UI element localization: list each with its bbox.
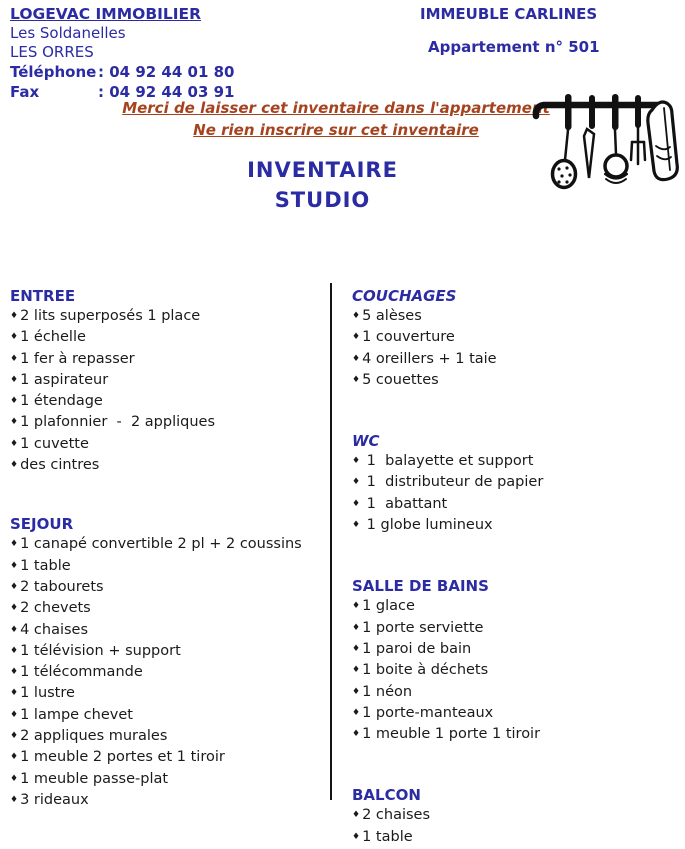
bullet-icon: ♦ xyxy=(352,810,361,821)
list-item xyxy=(10,727,322,748)
list-item xyxy=(352,371,678,392)
list-item-text: 2 tabourets xyxy=(20,578,104,595)
list-item xyxy=(352,495,678,516)
section-title-entree: ENTREE xyxy=(10,287,76,305)
bullet-icon: ♦ xyxy=(10,560,19,571)
bullet-icon: ♦ xyxy=(352,374,361,385)
bullet-icon: ♦ xyxy=(10,667,19,678)
list-item xyxy=(10,621,322,642)
list-item xyxy=(10,578,322,599)
list-item-text: 5 couettes xyxy=(362,371,439,388)
section-wc xyxy=(352,432,678,537)
list-item xyxy=(352,328,678,349)
list-item xyxy=(10,706,322,727)
bullet-icon: ♦ xyxy=(352,332,361,343)
notice-line2: Ne rien inscrire sur cet inventaire xyxy=(193,121,479,139)
list-item-text: 1 échelle xyxy=(20,329,86,346)
bullet-icon: ♦ xyxy=(352,707,361,718)
bullet-icon: ♦ xyxy=(10,396,19,407)
section-items-salle-de-bains xyxy=(352,597,678,746)
bullet-icon: ♦ xyxy=(352,622,361,633)
list-item-text: 1 étendage xyxy=(20,393,103,410)
list-item-text: 1 boite à déchets xyxy=(362,662,489,679)
bullet-icon: ♦ xyxy=(352,311,361,321)
document-title xyxy=(0,155,645,215)
column-divider xyxy=(330,283,332,800)
list-item xyxy=(352,725,678,746)
bullet-icon: ♦ xyxy=(352,831,361,842)
bullet-icon: ♦ xyxy=(10,731,19,742)
agency-address-line1: Les Soldanelles xyxy=(10,24,126,42)
list-item-text: 1 meuble passe-plat xyxy=(20,770,169,787)
list-item xyxy=(10,684,322,705)
list-item-text: des cintres xyxy=(20,457,100,474)
list-item-text: 1 meuble 2 portes et 1 tiroir xyxy=(20,749,225,766)
list-item-text: 1 cuvette xyxy=(20,435,89,452)
section-salle-de-bains xyxy=(352,577,678,746)
section-title-sejour: SEJOUR xyxy=(10,515,74,534)
list-item xyxy=(10,435,322,456)
bullet-icon: ♦ xyxy=(10,374,19,385)
list-item-text: 1 plafonnier - 2 appliques xyxy=(20,414,216,431)
section-couchages xyxy=(352,287,678,392)
bullet-icon: ♦ xyxy=(10,645,19,656)
list-item xyxy=(352,619,678,640)
bullet-icon: ♦ xyxy=(10,773,19,784)
bullet-icon: ♦ xyxy=(10,311,19,321)
section-items-couchages xyxy=(352,307,678,392)
section-items-sejour xyxy=(10,535,322,812)
list-item xyxy=(10,371,322,392)
bullet-icon: ♦ xyxy=(10,752,19,763)
fax-number: : 04 92 44 03 91 xyxy=(98,83,235,101)
list-item-text: 1 balayette et support xyxy=(362,453,534,470)
list-item xyxy=(10,413,322,434)
bullet-icon: ♦ xyxy=(352,477,361,488)
phone-line xyxy=(10,62,234,82)
inventory-column-left xyxy=(10,287,322,812)
list-item-text: 1 néon xyxy=(362,683,413,700)
list-item xyxy=(352,473,678,494)
list-item-text: 2 lits superposés 1 place xyxy=(20,308,201,324)
list-item xyxy=(10,307,322,328)
bullet-icon: ♦ xyxy=(10,417,19,428)
section-items-balcon xyxy=(352,806,678,849)
section-items-wc xyxy=(352,452,678,537)
list-item-text: 1 globe lumineux xyxy=(362,517,493,534)
section-sejour xyxy=(10,515,322,812)
list-item xyxy=(10,392,322,413)
list-item xyxy=(352,683,678,704)
list-item-text: 1 porte serviette xyxy=(362,619,484,636)
title-line2: STUDIO xyxy=(274,188,371,212)
agency-name: LOGEVAC IMMOBILIER xyxy=(10,5,202,23)
inventory-column-right xyxy=(352,287,678,849)
bullet-icon: ♦ xyxy=(352,665,361,676)
section-title-balcon: BALCON xyxy=(352,786,421,805)
section-title-salle-de-bains: SALLE DE BAINS xyxy=(352,577,489,596)
bullet-icon: ♦ xyxy=(10,539,19,550)
list-item-text: 1 distributeur de papier xyxy=(362,474,544,491)
list-item-text: 1 télévision + support xyxy=(20,642,181,659)
bullet-icon: ♦ xyxy=(10,438,19,449)
bullet-icon: ♦ xyxy=(10,794,19,805)
list-item xyxy=(352,828,678,849)
list-item xyxy=(10,557,322,578)
list-item xyxy=(10,791,322,812)
list-item xyxy=(10,663,322,684)
bullet-icon: ♦ xyxy=(352,520,361,531)
list-item xyxy=(10,350,322,371)
list-item xyxy=(10,642,322,663)
bullet-icon: ♦ xyxy=(10,353,19,364)
bullet-icon: ♦ xyxy=(10,709,19,720)
section-balcon xyxy=(352,786,678,849)
list-item xyxy=(352,452,678,473)
list-item-text: 2 chevets xyxy=(20,600,91,617)
bullet-icon: ♦ xyxy=(10,624,19,635)
list-item-text: 1 lampe chevet xyxy=(20,706,133,723)
list-item xyxy=(352,350,678,371)
phone-number: : 04 92 44 01 80 xyxy=(98,63,235,81)
agency-header xyxy=(10,5,234,102)
list-item-text: 1 abattant xyxy=(362,495,448,512)
list-item xyxy=(352,704,678,725)
bullet-icon: ♦ xyxy=(10,688,19,699)
list-item-text: 1 aspirateur xyxy=(20,371,109,388)
building-name: IMMEUBLE CARLINES xyxy=(420,5,598,23)
bullet-icon: ♦ xyxy=(10,460,19,471)
list-item xyxy=(352,307,678,328)
list-item xyxy=(10,599,322,620)
list-item xyxy=(10,535,322,556)
list-item xyxy=(352,806,678,827)
bullet-icon: ♦ xyxy=(352,498,361,509)
list-item-text: 2 chaises xyxy=(362,807,431,824)
bullet-icon: ♦ xyxy=(352,601,361,612)
list-item-text: 1 couverture xyxy=(362,329,455,346)
list-item xyxy=(10,456,322,477)
list-item-text: 1 fer à repasser xyxy=(20,350,135,367)
list-item-text: 1 meuble 1 porte 1 tiroir xyxy=(362,726,541,743)
list-item xyxy=(352,640,678,661)
list-item-text: 1 porte-manteaux xyxy=(362,704,494,721)
bullet-icon: ♦ xyxy=(10,332,19,343)
list-item-text: 1 table xyxy=(20,557,71,574)
list-item-text: 2 appliques murales xyxy=(20,728,168,745)
building-header xyxy=(420,5,600,57)
phone-label: Téléphone xyxy=(10,63,97,81)
notice-line1: Merci de laisser cet inventaire dans l'appartement xyxy=(122,99,550,117)
section-title-wc: WC xyxy=(352,432,380,451)
list-item xyxy=(10,748,322,769)
section-entree xyxy=(10,287,322,477)
list-item xyxy=(352,661,678,682)
list-item-text: 3 rideaux xyxy=(20,791,89,808)
agency-address-line2: LES ORRES xyxy=(10,43,94,61)
title-line1: INVENTAIRE xyxy=(247,158,398,182)
bullet-icon: ♦ xyxy=(352,456,361,467)
list-item-text: 1 glace xyxy=(362,598,415,615)
bullet-icon: ♦ xyxy=(352,643,361,654)
list-item-text: 4 oreillers + 1 taie xyxy=(362,350,497,367)
bullet-icon: ♦ xyxy=(10,581,19,592)
bullet-icon: ♦ xyxy=(352,729,361,740)
apartment-number: Appartement n° 501 xyxy=(428,38,600,56)
list-item-text: 4 chaises xyxy=(20,621,89,638)
list-item xyxy=(10,770,322,791)
bullet-icon: ♦ xyxy=(352,353,361,364)
list-item-text: 1 canapé convertible 2 pl + 2 coussins xyxy=(20,536,302,553)
list-item-text: 1 lustre xyxy=(20,685,75,702)
list-item-text: 1 paroi de bain xyxy=(362,640,472,657)
bullet-icon: ♦ xyxy=(10,603,19,614)
section-items-entree xyxy=(10,307,322,477)
list-item xyxy=(10,328,322,349)
list-item xyxy=(352,597,678,618)
list-item-text: 1 table xyxy=(362,828,413,845)
list-item-text: 1 télécommande xyxy=(20,664,143,681)
list-item-text: 5 alèses xyxy=(362,308,422,324)
fax-label: Fax xyxy=(10,83,40,101)
bullet-icon: ♦ xyxy=(352,686,361,697)
section-title-couchages: COUCHAGES xyxy=(352,287,457,305)
list-item xyxy=(352,516,678,537)
